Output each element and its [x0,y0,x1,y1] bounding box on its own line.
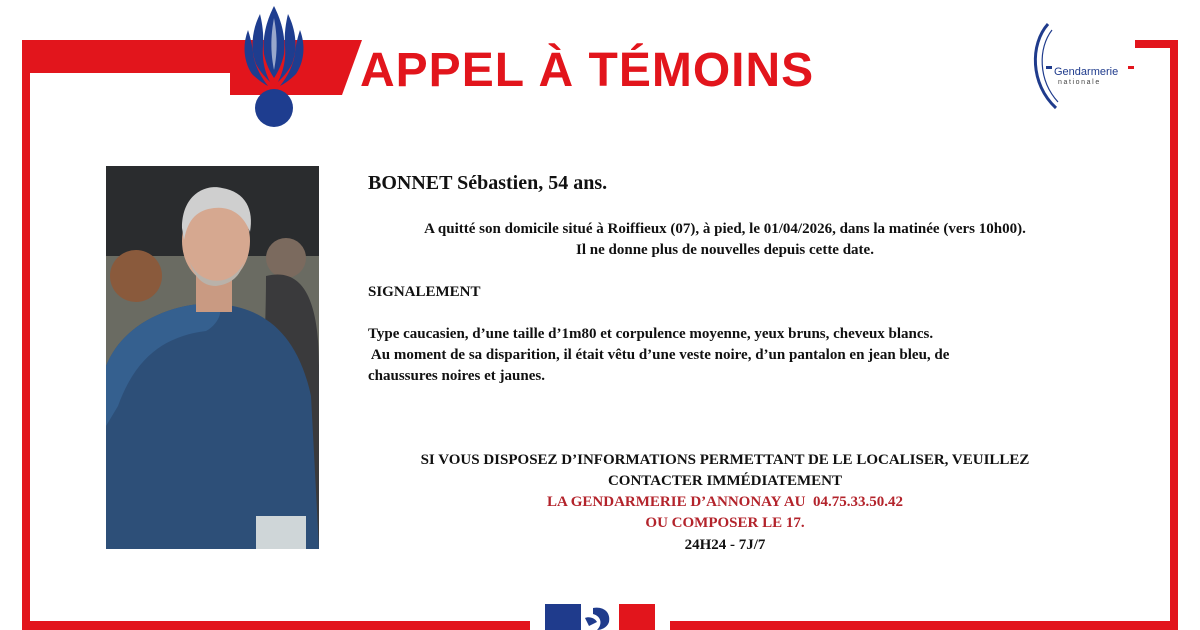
frame-top-left-band [22,40,230,73]
contact-line-1: SI VOUS DISPOSEZ D’INFORMATIONS PERMETTANT DE LE LOCALISER, VEUILLEZ [420,452,1030,468]
contact-phone-line: LA GENDARMERIE D’ANNONAY AU 04.75.33.50.42 [547,494,903,510]
page-title: APPEL À TÉMOINS [360,44,815,97]
gendarmerie-grenade-icon [238,4,310,130]
logo-subtitle: nationale [1058,79,1101,86]
description-line-1: Type caucasien, d’une taille d’1m80 et corpulence moyenne, yeux bruns, cheveux blancs. [368,326,934,342]
disappearance-line-1: A quitté son domicile situé à Roiffieux (07), à pied, le 01/04/2026, dans la matinée (vers 10h00). [424,221,1026,237]
marianne-icon [545,604,655,630]
description-heading: SIGNALEMENT [368,284,481,300]
contact-line-2: CONTACTER IMMÉDIATEMENT [607,473,843,489]
logo-wordmark: Gendarmerie [1054,66,1119,78]
contact-emergency-line: OU COMPOSER LE 17. [645,515,805,531]
missing-person-photo [106,166,319,549]
person-name: BONNET Sébastien, 54 ans. [368,172,608,194]
description-line-2: Au moment de sa disparition, il était vêtu d’une veste noire, d’un pantalon en jean bleu, de [368,347,950,363]
frame-right-border [1170,40,1178,630]
frame-left-border [22,40,30,630]
contact-hours: 24H24 - 7J/7 [684,537,766,553]
description-line-3: chaussures noires et jaunes. [368,368,545,384]
disappearance-line-2: Il ne donne plus de nouvelles depuis cette date. [576,242,874,258]
frame-bottom-right-border [670,621,1178,630]
frame-bottom-left-border [22,621,530,630]
frame-top-right-border [1135,40,1178,48]
